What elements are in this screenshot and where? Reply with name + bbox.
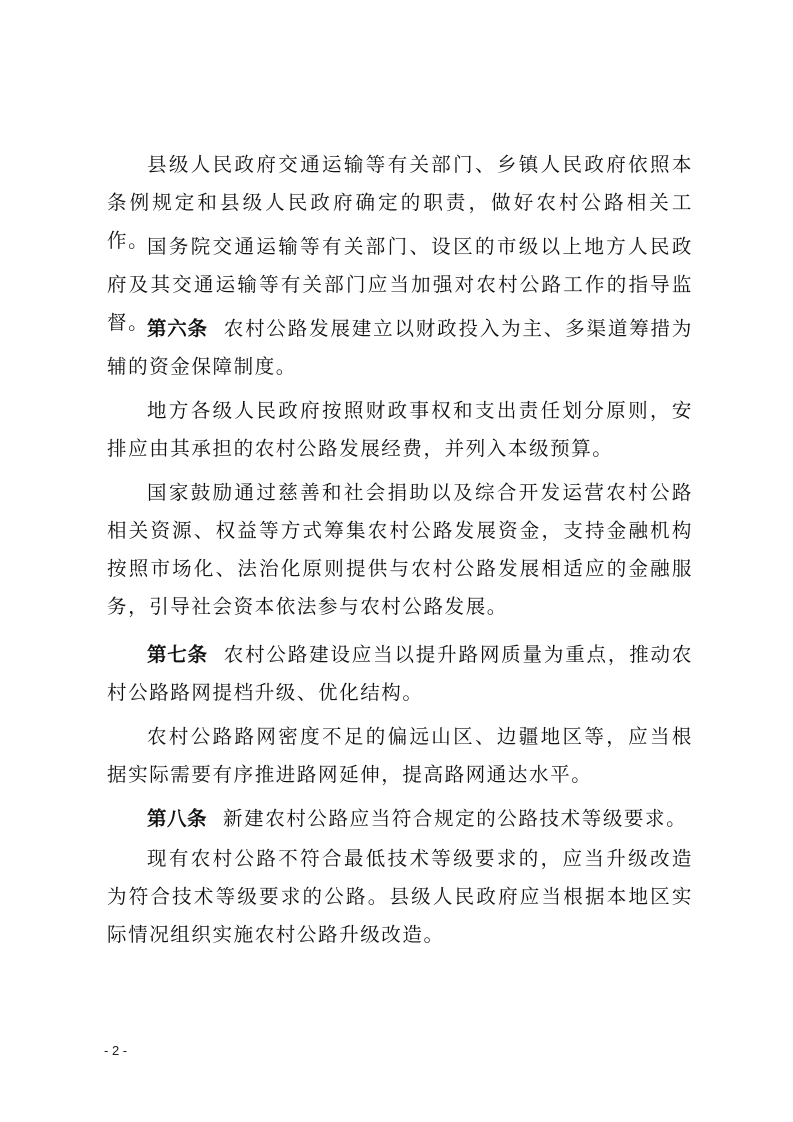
paragraph [107, 840, 693, 954]
paragraph-text: 县级人民政府交通运输等有关部门、乡镇人民政府依照本条例规定和县级人民政府确定的职责，做好农村公路相关工作。 [107, 153, 693, 252]
article-heading: 第六条 [147, 317, 208, 340]
paragraph-text: 现有农村公路不符合最低技术等级要求的，应当升级改造为符合技术等级要求的公路。县级人民政府应当根据本地区实际情况组织实施农村公路升级改造。 [107, 847, 693, 946]
paragraph-text: 农村公路建设应当以提升路网质量为重点，推动农村公路路网提档升级、优化结构。 [107, 643, 693, 704]
article-paragraph [107, 800, 693, 838]
paragraph-text: 农村公路发展建立以财政投入为主、多渠道筹措为辅的资金保障制度。 [107, 317, 693, 378]
article-heading: 第八条 [147, 807, 208, 830]
paragraph [107, 392, 693, 468]
page-number: - 2 - [104, 1043, 128, 1058]
paragraph-text: 新建农村公路应当符合规定的公路技术等级要求。 [223, 807, 688, 830]
article-heading: 第七条 [147, 643, 208, 666]
paragraph [107, 718, 693, 794]
article-paragraph [107, 636, 693, 712]
paragraph [107, 474, 693, 626]
article-paragraph [107, 310, 693, 386]
paragraph-text: 国家鼓励通过慈善和社会捐助以及综合开发运营农村公路相关资源、权益等方式筹集农村公路发展资金，支持金融机构按照市场化、法治化原则提供与农村公路发展相适应的金融服务，引导社会资本依法参与农村公路发展。 [107, 481, 693, 618]
paragraph-text: 农村公路路网密度不足的偏远山区、边疆地区等，应当根据实际需要有序推进路网延伸，提高路网通达水平。 [107, 725, 693, 786]
paragraph-text: 国务院交通运输等有关部门、设区的市级以上地方人民政府及其交通运输等有关部门应当加强对农村公路工作的指导监督。 [107, 235, 693, 334]
paragraph-text: 地方各级人民政府按照财政事权和支出责任划分原则，安排应由其承担的农村公路发展经费，并列入本级预算。 [107, 399, 693, 460]
